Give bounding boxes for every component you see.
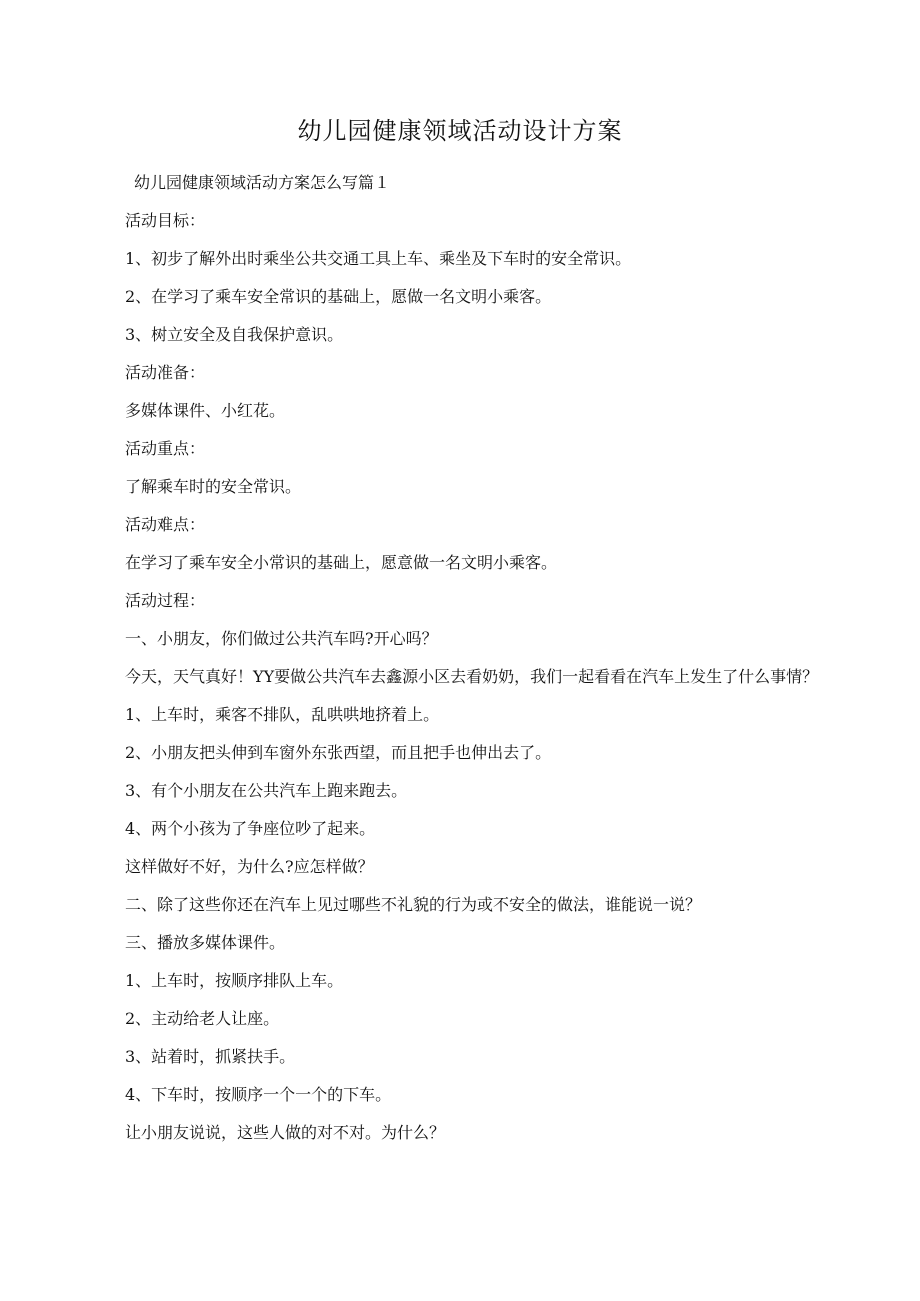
document-body (108, 164, 820, 1152)
paragraph-rule-2: 2、主动给老人让座。 (125, 1009, 280, 1028)
paragraph-rule-1: 1、上车时，按顺序排队上车。 (125, 971, 344, 990)
paragraph-focus-label: 活动重点： (125, 439, 206, 458)
paragraph-scene-3: 3、有个小朋友在公共汽车上跑来跑去。 (125, 781, 408, 800)
paragraph-goal-3: 3、树立安全及自我保护意识。 (125, 325, 344, 344)
paragraph-question: 这样做好不好，为什么?应怎样做？ (125, 857, 374, 876)
paragraph-story: 今天，天气真好！YY要做公共汽车去鑫源小区去看奶奶，我们一起看看在汽车上发生了什么事情？ (125, 667, 819, 686)
paragraph-prep-label: 活动准备： (125, 363, 206, 382)
paragraph-goal-2: 2、在学习了乘车安全常识的基础上，愿做一名文明小乘客。 (125, 287, 552, 306)
paragraph-difficulty-label: 活动难点： (125, 515, 206, 534)
section-heading: 幼儿园健康领域活动方案怎么写篇１ (134, 173, 391, 192)
paragraph-process-1: 一、小朋友，你们做过公共汽车吗?开心吗？ (125, 629, 438, 648)
paragraph-scene-1: 1、上车时，乘客不排队，乱哄哄地挤着上。 (125, 705, 440, 724)
paragraph-process-3: 三、播放多媒体课件。 (125, 933, 286, 952)
paragraph-scene-2: 2、小朋友把头伸到车窗外东张西望，而且把手也伸出去了。 (125, 743, 552, 762)
paragraph-discussion: 让小朋友说说，这些人做的对不对。为什么？ (125, 1123, 446, 1142)
paragraph-goals-label: 活动目标： (125, 211, 206, 230)
paragraph-goal-1: 1、初步了解外出时乘坐公共交通工具上车、乘坐及下车时的安全常识。 (125, 249, 632, 268)
paragraph-difficulty: 在学习了乘车安全小常识的基础上，愿意做一名文明小乘客。 (125, 553, 558, 572)
paragraph-prep: 多媒体课件、小红花。 (125, 401, 286, 420)
paragraph-process-label: 活动过程： (125, 591, 206, 610)
document-title: 幼儿园健康领域活动设计方案 (297, 117, 623, 145)
paragraph-scene-4: 4、两个小孩为了争座位吵了起来。 (125, 819, 376, 838)
paragraph-process-2: 二、除了这些你还在汽车上见过哪些不礼貌的行为或不安全的做法，谁能说一说？ (125, 895, 702, 914)
paragraph-focus: 了解乘车时的安全常识。 (125, 477, 302, 496)
paragraph-rule-3: 3、站着时，抓紧扶手。 (125, 1047, 296, 1066)
paragraph-rule-4: 4、下车时，按顺序一个一个的下车。 (125, 1085, 392, 1104)
